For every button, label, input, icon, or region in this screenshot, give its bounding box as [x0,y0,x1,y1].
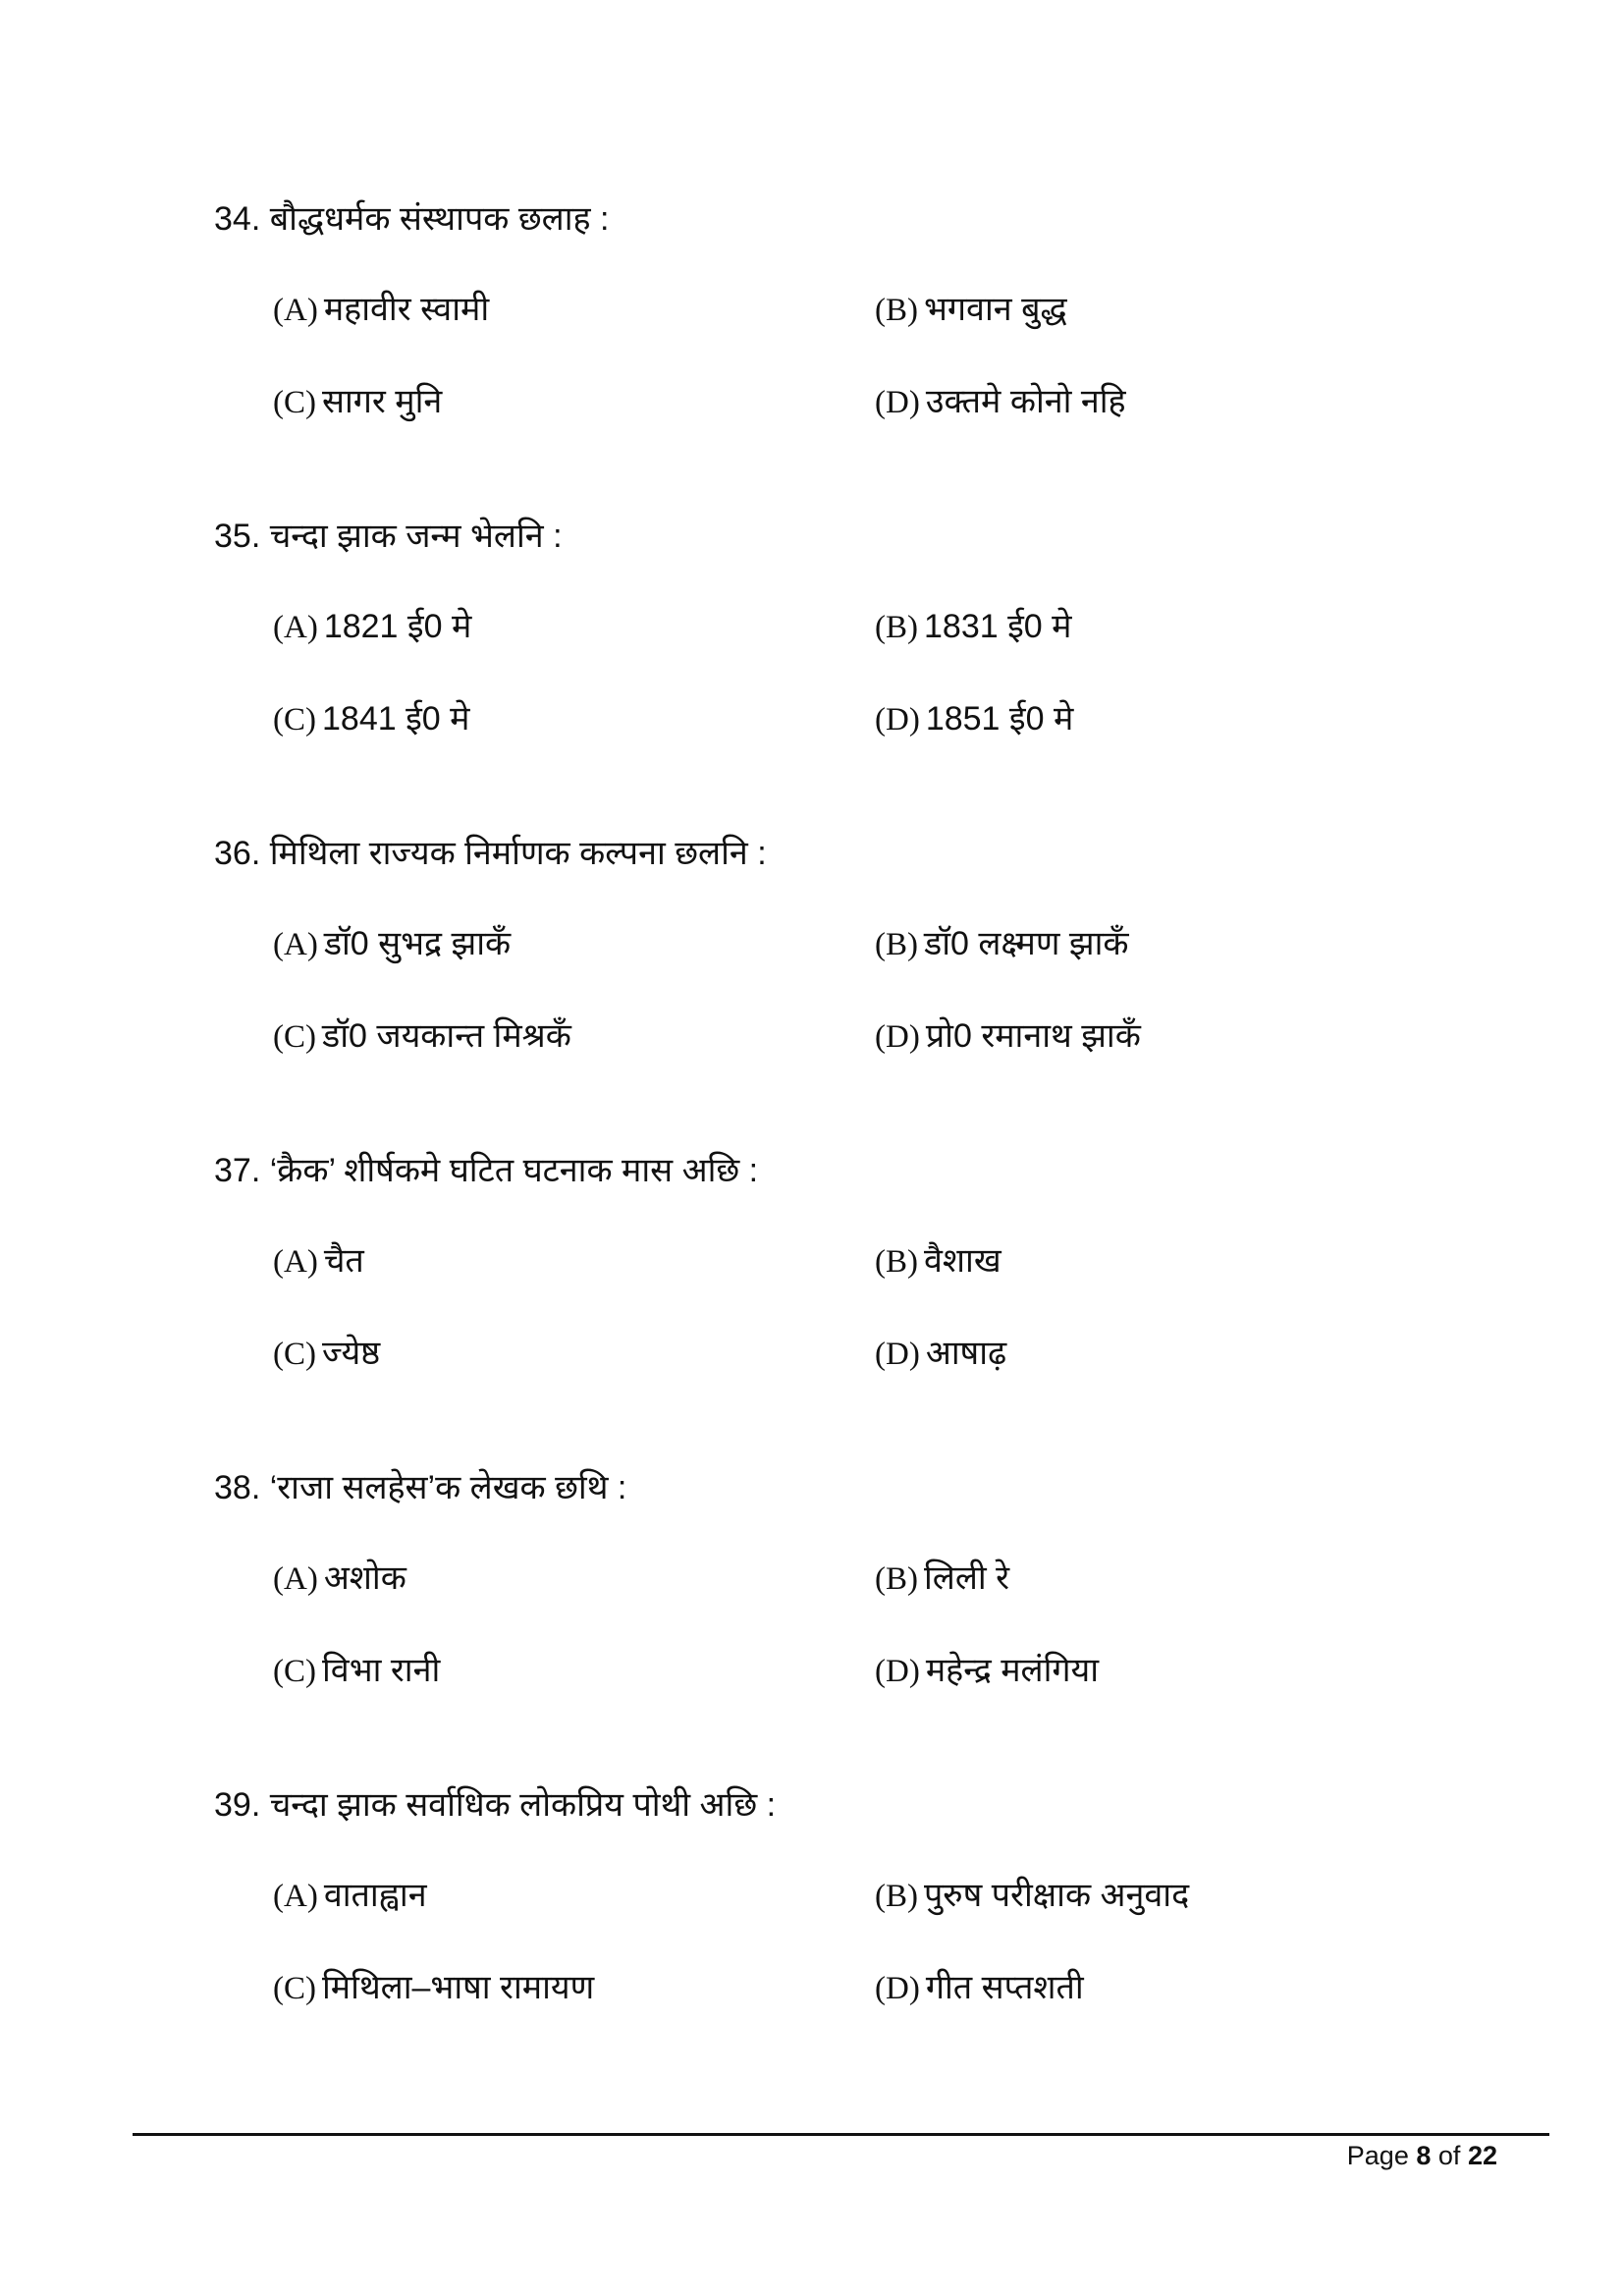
option-c [273,1011,571,1057]
question-stem: मिथिला राज्यक निर्माणक कल्पना छलनि : [269,835,767,872]
question-stem: ‘क्रैक’ शीर्षकमे घटित घटनाक मास अछि : [269,1152,759,1189]
option-c [273,1329,380,1374]
option-d [875,1963,1084,2008]
option-text: उक्तमे कोनो नहि [925,383,1126,420]
footer-divider [133,2133,1549,2136]
of-word: of [1437,2141,1461,2170]
option-label: (B) [875,1244,918,1280]
question-text [214,194,609,240]
option-text: वैशाख [924,1242,1001,1280]
option-b [875,1554,1009,1599]
option-label: (A) [273,293,318,328]
option-label: (B) [875,927,918,962]
option-b [875,1236,1001,1282]
option-text: लिली रे [924,1559,1010,1597]
option-d [875,1329,1006,1374]
question-text [214,512,563,557]
option-d [875,377,1126,422]
question-block [214,1146,1490,1441]
option-label: (C) [273,1019,316,1055]
option-d [875,1646,1099,1691]
question-text [214,829,767,874]
total-pages: 22 [1467,2141,1497,2170]
option-label: (A) [273,610,318,645]
option-label: (D) [875,1019,920,1055]
option-text: चैत [323,1242,364,1280]
question-stem: ‘राजा सलहेस’क लेखक छथि : [269,1469,627,1506]
option-label: (B) [875,1879,918,1914]
option-text: विभा रानी [322,1652,441,1689]
page-number [1347,2141,1497,2171]
option-label: (A) [273,927,318,962]
question-block [214,829,1490,1123]
option-a [273,1236,364,1282]
option-b [875,1871,1189,1916]
option-label: (D) [875,1654,920,1689]
question-text [214,1146,758,1191]
option-c [273,1646,440,1691]
option-b [875,919,1129,964]
option-text: डॉ0 लक्ष्मण झाकँ [924,925,1129,962]
option-label: (B) [875,293,918,328]
option-b [875,285,1067,330]
question-block [214,194,1490,489]
question-stem: चन्दा झाक सर्वाधिक लोकप्रिय पोथी अछि : [269,1786,777,1824]
option-text: मिथिला–भाषा रामायण [322,1969,595,2006]
option-a [273,919,511,964]
option-d [875,1011,1141,1057]
option-text: डॉ0 जयकान्त मिश्रकँ [322,1017,571,1055]
option-text: भगवान बुद्ध [924,291,1067,328]
question-number: 34. [214,200,261,238]
option-text: महेन्द्र मलंगिया [925,1652,1100,1689]
question-text [214,1780,776,1826]
option-text: 1821 ई0 मे [323,608,472,645]
question-number: 36. [214,835,261,872]
question-stem: चन्दा झाक जन्म भेलनि : [269,518,563,555]
option-text: अशोक [323,1559,406,1597]
option-label: (B) [875,1561,918,1597]
option-d [875,694,1073,739]
option-text: पुरुष परीक्षाक अनुवाद [924,1877,1190,1914]
option-label: (C) [273,1654,316,1689]
option-a [273,1871,427,1916]
option-text: ज्येष्ठ [322,1335,381,1372]
option-text: वाताह्वान [323,1877,427,1914]
option-a [273,602,471,647]
option-text: आषाढ़ [925,1335,1007,1372]
option-text: 1831 ई0 मे [924,608,1072,645]
option-label: (C) [273,1337,316,1372]
option-c [273,1963,594,2008]
question-number: 35. [214,518,261,555]
question-stem: बौद्धधर्मक संस्थापक छलाह : [269,200,610,238]
current-page: 8 [1416,2141,1432,2170]
option-label: (D) [875,385,920,420]
option-label: (B) [875,610,918,645]
option-label: (C) [273,702,316,738]
option-b [875,602,1071,647]
question-block [214,1463,1490,1758]
option-label: (A) [273,1561,318,1597]
option-text: 1841 ई0 मे [322,700,470,738]
option-text: डॉ0 सुभद्र झाकँ [323,925,512,962]
option-text: सागर मुनि [322,383,443,420]
option-a [273,1554,406,1599]
question-number: 39. [214,1786,261,1824]
option-label: (A) [273,1879,318,1914]
option-label: (C) [273,1971,316,2006]
option-label: (D) [875,1971,920,2006]
question-number: 37. [214,1152,261,1189]
question-block [214,1780,1490,2075]
question-text [214,1463,626,1508]
question-number: 38. [214,1469,261,1506]
option-c [273,694,469,739]
option-label: (D) [875,702,920,738]
option-text: प्रो0 रमानाथ झाकँ [925,1017,1141,1055]
option-label: (A) [273,1244,318,1280]
option-a [273,285,489,330]
option-label: (C) [273,385,316,420]
option-text: महावीर स्वामी [323,291,490,328]
question-block [214,512,1490,806]
option-c [273,377,442,422]
option-text: 1851 ई0 मे [925,700,1074,738]
option-text: गीत सप्तशती [925,1969,1084,2006]
page-word: Page [1346,2141,1409,2170]
option-label: (D) [875,1337,920,1372]
